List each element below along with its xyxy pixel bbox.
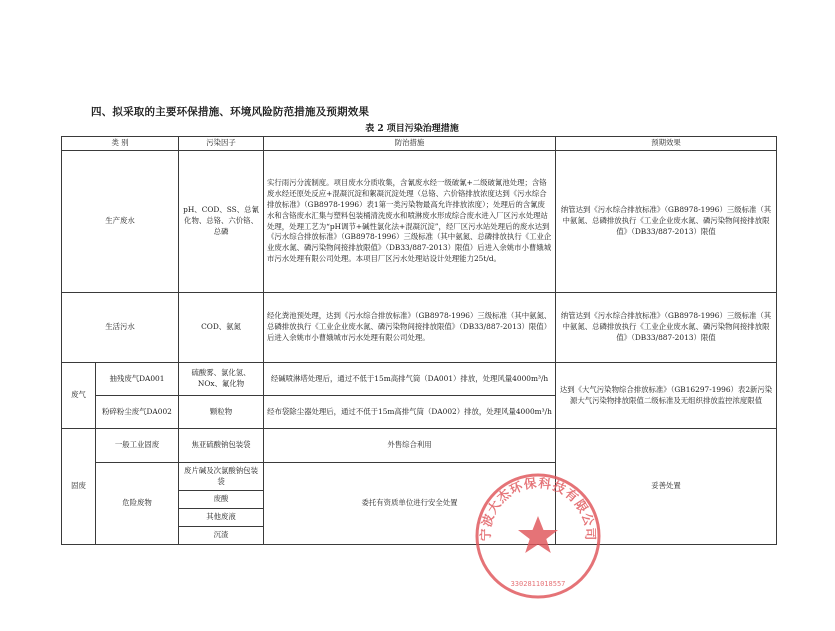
category-production-wastewater: 生产废水 bbox=[62, 151, 179, 293]
measures-gas-da001: 经碱喷淋塔处理后，通过不低于15m高排气筒（DA001）排放，处理风量4000m³/h bbox=[264, 363, 556, 396]
effects-solid-waste: 妥善处置 bbox=[556, 429, 777, 545]
measures-domestic: 经化粪池预处理，达到《污水综合排放标准》（GB8978-1996）三级标准（其中氨氮、总磷排放执行《工业企业废水氮、磷污染物间接排放限值》（DB33/887-2013）限值）后进入余姚市小曹娥城市污水处理有限公司处理。 bbox=[264, 293, 556, 363]
table-row bbox=[62, 151, 777, 293]
effects-production: 纳管达到《污水综合排放标准》（GB8978-1996）三级标准（其中氨氮、总磷排放执行《工业企业废水氮、磷污染物间接排放限值》（DB33/887-2013）限值 bbox=[556, 151, 777, 293]
svg-text:3302811018557: 3302811018557 bbox=[510, 580, 566, 588]
subcategory-general-solid-waste: 一般工业固废 bbox=[96, 429, 179, 463]
pollutants-gas-da002: 颗粒物 bbox=[179, 396, 264, 429]
pollutants-gas-da001: 硫酸雾、氯化氢、NOx、氟化物 bbox=[179, 363, 264, 396]
header-measures: 防治措施 bbox=[264, 137, 556, 151]
measures-hazardous-waste: 委托有资质单位进行安全处置 bbox=[264, 463, 556, 545]
pollutants-general-solid-waste: 焦亚硫酸钠包装袋 bbox=[179, 429, 264, 463]
category-solid-waste: 固废 bbox=[62, 429, 96, 545]
subcategory-gas-da001: 抽残废气DA001 bbox=[96, 363, 179, 396]
table-row bbox=[62, 429, 777, 463]
header-pollutants: 污染因子 bbox=[179, 137, 264, 151]
category-domestic-sewage: 生活污水 bbox=[62, 293, 179, 363]
subcategory-hazardous-waste: 危险废物 bbox=[96, 463, 179, 545]
header-category: 类 别 bbox=[62, 137, 179, 151]
pollution-control-table bbox=[61, 136, 777, 545]
effects-gas: 达到《大气污染物综合排放标准》（GB16297-1996）表2新污染源大气污染物排放限值二级标准及无组织排放监控浓度限值 bbox=[556, 363, 777, 429]
company-seal bbox=[472, 470, 604, 602]
hazardous-item: 废酸 bbox=[179, 491, 264, 509]
table-row bbox=[62, 363, 777, 396]
header-effects: 预期效果 bbox=[556, 137, 777, 151]
hazardous-item: 废片碱及次氯酸钠包装袋 bbox=[179, 463, 264, 491]
hazardous-item: 其他废液 bbox=[179, 509, 264, 527]
category-exhaust-gas: 废气 bbox=[62, 363, 96, 429]
svg-text:宁波大杰环保科技有限公司: 宁波大杰环保科技有限公司 bbox=[477, 475, 599, 542]
section-title: 四、拟采取的主要环保措施、环境风险防范措施及预期效果 bbox=[91, 106, 370, 118]
pollutants-domestic: COD、氨氮 bbox=[179, 293, 264, 363]
table-row bbox=[62, 293, 777, 363]
measures-gas-da002: 经布袋除尘器处理后，通过不低于15m高排气筒（DA002）排放，处理风量4000m³/h bbox=[264, 396, 556, 429]
hazardous-item: 沉渣 bbox=[179, 527, 264, 545]
measures-general-solid-waste: 外售综合利用 bbox=[264, 429, 556, 463]
measures-production: 实行雨污分流制度。项目废水分质收集，含氰废水经一级破氰+二级破氰池处理；含铬废水经还原处反应+混凝沉淀和絮凝沉淀处理（总铬、六价铬排放浓度达到《污水综合排放标准》（GB8978-1996）表1第一类污染物最高允许排放浓度）；处理后的含氰废水和含铬废水汇集与塑料包装桶清洗废水和喷淋废水形成综合废水进入厂区污水处理站处理，处理工艺为“pH调节+碱性氯化法+混凝沉淀”，经厂区污水站处理后的废水达到《污水综合排放标准》（GB8978-1996）三级标准（其中氨氮、总磷排放执行《工业企业废水氮、磷污染物间接排放限值》（DB33/887-2013）限值）后进入余姚市小曹娥城市污水处理有限公司处理。本项目厂区污水处理站设计处理能力25t/d。 bbox=[264, 151, 556, 293]
pollutants-production: pH、COD、SS、总氰化物、总铬、六价铬、总磷 bbox=[179, 151, 264, 293]
table-caption: 表 2 项目污染治理措施 bbox=[365, 124, 459, 134]
effects-domestic: 纳管达到《污水综合排放标准》（GB8978-1996）三级标准（其中氨氮、总磷排放执行《工业企业废水氮、磷污染物间接排放限值》（DB33/887-2013）限值 bbox=[556, 293, 777, 363]
table-header-row bbox=[62, 137, 777, 151]
subcategory-gas-da002: 粉碎粉尘废气DA002 bbox=[96, 396, 179, 429]
